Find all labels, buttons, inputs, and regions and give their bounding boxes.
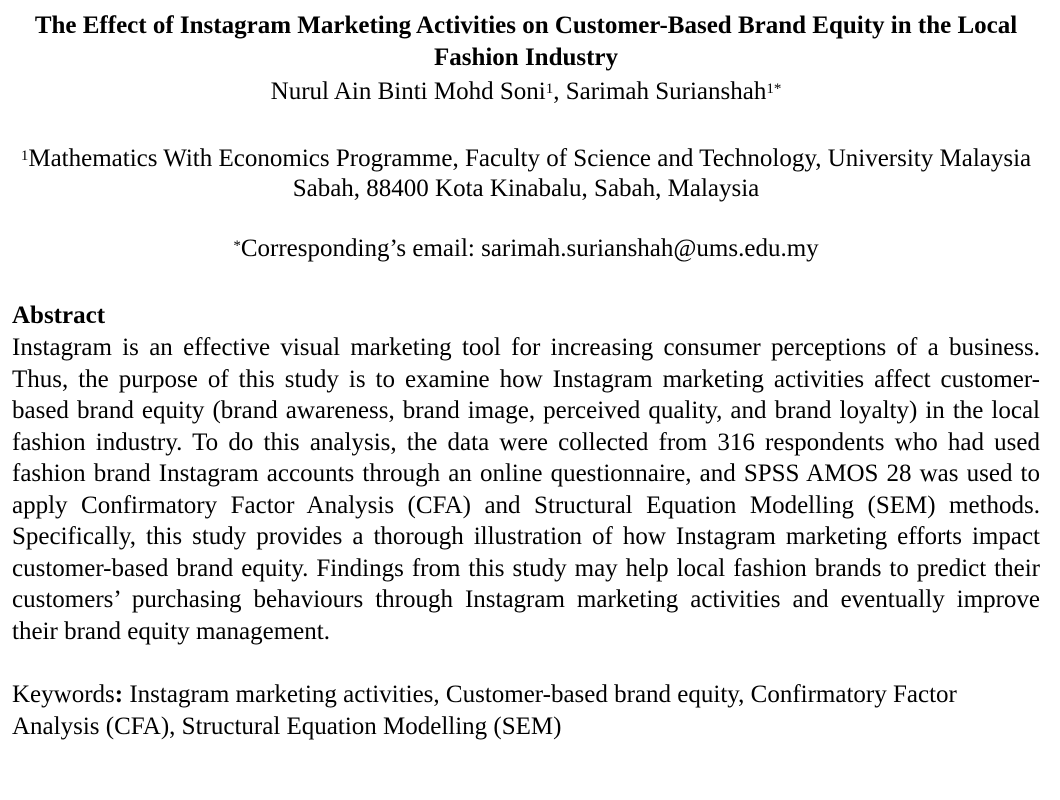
- corresponding-email: [12, 234, 1040, 264]
- keywords: [12, 679, 1040, 742]
- paper-page: [12, 10, 1040, 742]
- affiliation-text: Mathematics With Economics Programme, Faculty of Science and Technology, University Malaysia Sabah, 88400 Kota Kinabalu, Sabah, Malaysia: [28, 145, 1032, 202]
- abstract-heading: Abstract: [12, 302, 106, 329]
- author-affiliation-mark: 1: [545, 81, 554, 97]
- author-separator: ,: [553, 78, 566, 105]
- author-name: Nurul Ain Binti Mohd Soni: [270, 78, 546, 105]
- author-name: Sarimah Surianshah: [565, 78, 767, 105]
- affiliation: [12, 144, 1040, 204]
- affiliation-mark: 1: [20, 148, 29, 164]
- corresponding-mark: *: [233, 238, 241, 254]
- abstract-body: Instagram is an effective visual marketing tool for increasing consumer perceptions of a business. Thus, the purpose of this study is to examine how Instagram marketing activities affect customer-based brand equity (brand awareness, brand image, perceived quality, and brand loyalty) in the local fashion industry. To do this analysis, the data were collected from 316 respondents who had used fashion brand Instagram accounts through an online questionnaire, and SPSS AMOS 28 was used to apply Confirmatory Factor Analysis (CFA) and Structural Equation Modelling (SEM) methods. Specifically, this study provides a thorough illustration of how Instagram marketing efforts impact customer-based brand equity. Findings from this study may help local fashion brands to predict their customers’ purchasing behaviours through Instagram marketing activities and eventually improve their brand equity management.: [12, 334, 1040, 645]
- author-affiliation-mark: 1*: [766, 81, 782, 97]
- author-list: [12, 76, 1040, 108]
- keywords-label: Keywords: [12, 681, 115, 708]
- paper-title: The Effect of Instagram Marketing Activities on Customer-Based Brand Equity in the Local Fashion Industry: [34, 12, 1018, 71]
- keywords-colon: :: [114, 681, 124, 708]
- corresponding-email-text: Corresponding’s email: sarimah.surianshah@ums.edu.my: [240, 235, 819, 262]
- keywords-text: Instagram marketing activities, Customer-based brand equity, Confirmatory Factor Analysis (CFA), Structural Equation Modelling (SEM): [12, 681, 957, 740]
